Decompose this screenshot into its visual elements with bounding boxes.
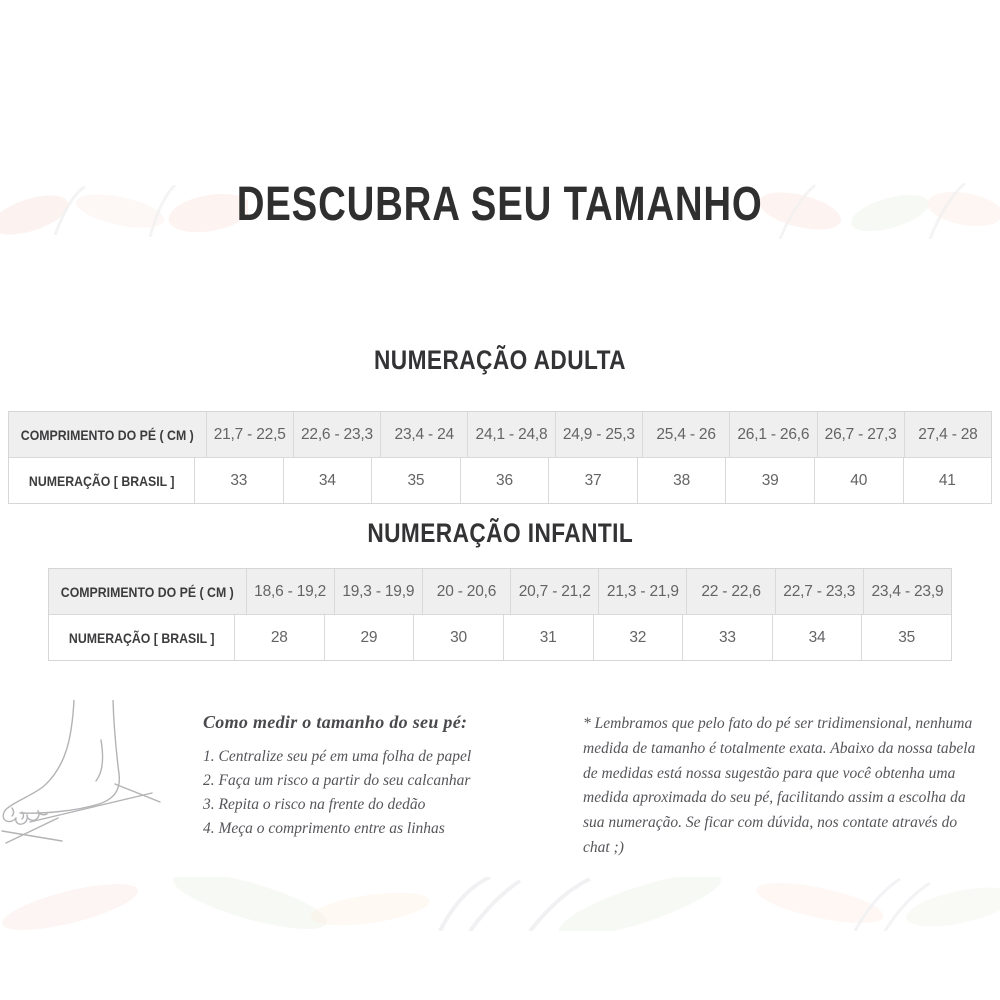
how-to-measure-section	[203, 712, 575, 841]
kids-section-heading	[0, 518, 1000, 549]
adult-shoe-size-cell: 41	[903, 458, 992, 503]
adult-foot-length-row	[9, 412, 991, 457]
adult-foot-length-cell: 26,7 - 27,3	[817, 412, 904, 457]
adult-section-heading-text: NUMERAÇÃO ADULTA	[374, 345, 626, 375]
adult-section-heading	[0, 345, 1000, 376]
adult-foot-length-cell: 24,9 - 25,3	[555, 412, 642, 457]
kids-foot-length-row	[49, 569, 951, 614]
kids-shoe-size-cell: 33	[682, 615, 772, 660]
foot-measuring-icon	[0, 700, 192, 850]
kids-foot-length-cell: 20,7 - 21,2	[510, 569, 598, 614]
kids-shoe-size-cell: 31	[503, 615, 593, 660]
kids-shoe-size-cell: 30	[413, 615, 503, 660]
adult-shoe-size-cell: 35	[371, 458, 460, 503]
kids-shoe-size-cell: 29	[324, 615, 414, 660]
adult-shoe-size-cell: 38	[637, 458, 726, 503]
kids-foot-length-cell: 19,3 - 19,9	[334, 569, 422, 614]
page-title	[0, 177, 1000, 232]
floral-band-bottom-icon	[0, 877, 1000, 931]
kids-shoe-size-cell: 32	[593, 615, 683, 660]
adult-shoe-size-row	[9, 457, 991, 503]
adult-shoe-size-cell: 37	[548, 458, 637, 503]
adult-shoe-size-cell: 40	[814, 458, 903, 503]
how-to-heading: Como medir o tamanho do seu pé:	[203, 712, 468, 732]
foot-length-row-label: COMPRIMENTO DO PÉ ( CM )	[49, 569, 247, 614]
how-to-step: 1. Centralize seu pé em uma folha de papel	[203, 748, 472, 765]
kids-foot-length-cell: 21,3 - 21,9	[598, 569, 686, 614]
page-title-text: DESCUBRA SEU TAMANHO	[237, 178, 763, 231]
kids-section-heading-text: NUMERAÇÃO INFANTIL	[367, 518, 633, 548]
shoe-size-row-label: NUMERAÇÃO [ BRASIL ]	[9, 458, 195, 503]
kids-shoe-size-cell: 34	[772, 615, 862, 660]
adult-shoe-size-cell: 39	[725, 458, 814, 503]
how-to-step: 3. Repita o risco na frente do dedão	[203, 796, 426, 814]
kids-shoe-size-cell: 35	[861, 615, 951, 660]
adult-foot-length-cell: 23,4 - 24	[380, 412, 467, 457]
shoe-size-row-label: NUMERAÇÃO [ BRASIL ]	[49, 615, 235, 660]
kids-shoe-size-cell: 28	[270, 628, 288, 646]
foot-length-row-label: COMPRIMENTO DO PÉ ( CM )	[9, 412, 207, 457]
kids-foot-length-cell: 18,6 - 19,2	[254, 582, 327, 600]
adult-size-table	[8, 411, 992, 504]
kids-foot-length-cell: 22,7 - 23,3	[775, 569, 863, 614]
kids-size-table	[48, 568, 952, 661]
adult-foot-length-cell: 26,1 - 26,6	[729, 412, 816, 457]
how-to-step: 2. Faça um risco a partir do seu calcanhar	[203, 772, 471, 790]
adult-foot-length-cell: 22,6 - 23,3	[293, 412, 380, 457]
adult-foot-length-cell: 27,4 - 28	[904, 412, 991, 457]
adult-foot-length-cell: 21,7 - 22,5	[213, 425, 286, 443]
kids-foot-length-cell: 20 - 20,6	[422, 569, 510, 614]
adult-shoe-size-cell: 36	[460, 458, 549, 503]
how-to-step: 4. Meça o comprimento entre as linhas	[203, 820, 445, 838]
kids-foot-length-cell: 22 - 22,6	[686, 569, 774, 614]
adult-foot-length-cell: 24,1 - 24,8	[467, 412, 554, 457]
adult-shoe-size-cell: 33	[230, 471, 248, 489]
disclaimer-note: * Lembramos que pelo fato do pé ser tridimensional, nenhuma medida de tamanho é totalmente exata. Abaixo da nossa tabela de medidas está nossa sugestão para que você obtenha uma medida aproximada do seu pé, facilitando assim a escolha da sua numeração. Se ficar com dúvida, nos contate através do chat ;)	[583, 715, 976, 856]
kids-shoe-size-row	[49, 614, 951, 660]
adult-shoe-size-cell: 34	[283, 458, 372, 503]
adult-foot-length-cell: 25,4 - 26	[642, 412, 729, 457]
kids-foot-length-cell: 23,4 - 23,9	[863, 569, 951, 614]
